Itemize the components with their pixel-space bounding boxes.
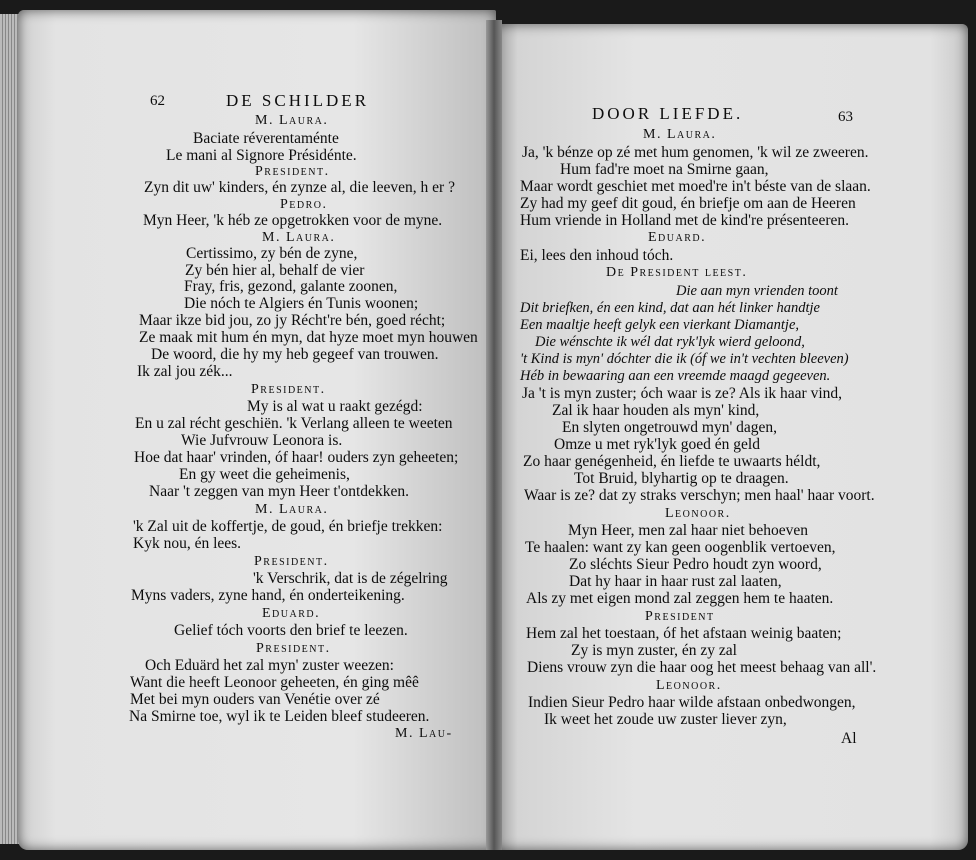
- text-line: Ik zal jou zék...: [137, 363, 233, 380]
- text-line: Gelief tóch voorts den brief te leezen.: [174, 622, 408, 639]
- text-line: Maar wordt geschiet met moed're in't béste van de slaan.: [520, 178, 871, 195]
- text-line: Tot Bruid, blyhartig op te draagen.: [574, 470, 789, 487]
- text-line: En u zal récht geschiën. 'k Verlang alleen te weeten: [135, 415, 453, 432]
- text-line: Zal ik haar houden als myn' kind,: [552, 402, 760, 419]
- speaker-label: De President leest.: [606, 265, 748, 280]
- text-line: Waar is ze? dat zy straks verschyn; men haal' haar voort.: [524, 487, 875, 504]
- right-page-number: 63: [838, 109, 853, 125]
- letter-line: Een maaltje heeft gelyk een vierkant Diamantje,: [520, 317, 800, 333]
- letter-line: Dit briefken, én een kind, dat aan hét linker handtje: [520, 300, 820, 316]
- text-line: En slyten ongetrouwd myn' dagen,: [562, 419, 778, 436]
- speaker-label: Leonoor.: [665, 506, 731, 521]
- text-line: De woord, die hy my heb gegeef van trouwen.: [151, 346, 439, 363]
- text-line: Hum fad're moet na Smirne gaan,: [560, 161, 769, 178]
- text-line: Hum vriende in Holland met de kind're présenteeren.: [520, 212, 850, 229]
- text-line: 'k Zal uit de koffertje, de goud, én briefje trekken:: [133, 518, 443, 535]
- text-line: Certissimo, zy bén de zyne,: [186, 245, 358, 262]
- text-line: En gy weet die geheimenis,: [179, 466, 350, 483]
- text-line: Och Eduärd het zal myn' zuster weezen:: [145, 657, 394, 674]
- speaker-label: M. Laura.: [255, 502, 329, 517]
- text-line: Zyn dit uw' kinders, én zynze al, die leeven, h er ?: [144, 179, 455, 196]
- text-line: My is al wat u raakt gezégd:: [247, 398, 423, 415]
- text-line: Ik weet het zoude uw zuster liever zyn,: [544, 711, 787, 728]
- text-line: Hem zal het toestaan, óf het afstaan weinig baaten;: [526, 625, 842, 642]
- left-page-number: 62: [150, 93, 165, 109]
- letter-line: Héb in bewaaring aan een vreemde maagd gegeeven.: [520, 368, 831, 384]
- text-line: Want die heeft Leonoor geheeten, én ging mêê: [130, 674, 419, 691]
- text-line: Myns vaders, zyne hand, én onderteikening.: [131, 587, 405, 604]
- text-line: Ze maak mit hum én myn, dat hyze moet myn houwen: [139, 329, 478, 346]
- speaker-label: M. Laura.: [262, 230, 336, 245]
- text-line: Hoe dat haar' vrinden, óf haar! ouders zyn geheeten;: [134, 449, 459, 466]
- catchword: M. Lau-: [395, 726, 453, 741]
- text-line: Zy had my geef dit goud, én briefje om aan de Heeren: [520, 195, 856, 212]
- text-line: Dat hy haar in haar rust zal laaten,: [569, 573, 782, 590]
- text-line: Zo haar genégenheid, én liefde te uwaarts héldt,: [523, 453, 821, 470]
- text-line: Na Smirne toe, wyl ik te Leiden bleef studeeren.: [129, 708, 430, 725]
- speaker-label: President.: [251, 382, 326, 397]
- speaker-label: Eduard.: [262, 606, 321, 621]
- text-line: Maar ikze bid jou, zo jy Récht're bén, goed récht;: [139, 312, 446, 329]
- text-line: Zy is myn zuster, én zy zal: [571, 642, 737, 659]
- text-line: Te haalen: want zy kan geen oogenblik vertoeven,: [525, 539, 836, 556]
- catchword: Al: [841, 730, 857, 747]
- speaker-label: M. Laura.: [255, 113, 329, 128]
- speaker-label: Leonoor.: [656, 678, 722, 693]
- text-line: Le mani al Signore Présidénte.: [166, 147, 357, 164]
- speaker-label: President: [645, 609, 715, 624]
- speaker-label: M. Laura.: [643, 127, 717, 142]
- text-line: Ja 't is myn zuster; óch waar is ze? Als ik haar vind,: [522, 385, 843, 402]
- letter-line: Die wénschte ik wél dat ryk'lyk wierd geloond,: [535, 334, 805, 350]
- text-line: Myn Heer, 'k héb ze opgetrokken voor de myne.: [143, 212, 443, 229]
- text-line: 'k Verschrik, dat is de zégelring: [253, 570, 448, 587]
- text-line: Myn Heer, men zal haar niet behoeven: [568, 522, 808, 539]
- speaker-label: President.: [255, 164, 330, 179]
- speaker-label: Pedro.: [280, 197, 328, 212]
- text-line: Diens vrouw zyn die haar oog het meest behaag van all'.: [527, 659, 877, 676]
- text-line: Omze u met ryk'lyk goed én geld: [554, 436, 760, 453]
- book-gutter: [486, 20, 502, 850]
- text-line: Kyk nou, én lees.: [133, 535, 242, 552]
- text-line: Fray, fris, gezond, galante zoonen,: [184, 278, 398, 295]
- letter-line: Die aan myn vrienden toont: [676, 283, 838, 299]
- left-running-head: DE SCHILDER: [226, 91, 370, 110]
- text-line: Indien Sieur Pedro haar wilde afstaan onbedwongen,: [528, 694, 856, 711]
- text-line: Die nóch te Algiers én Tunis woonen;: [184, 295, 419, 312]
- text-line: Naar 't zeggen van myn Heer t'ontdekken.: [149, 483, 409, 500]
- letter-line: 't Kind is myn' dóchter die ik (óf we in't vechten bleeven): [520, 351, 849, 367]
- text-line: Als zy met eigen mond zal zeggen hem te haaten.: [526, 590, 834, 607]
- text-line: Wie Jufvrouw Leonora is.: [181, 432, 343, 449]
- text-line: Ei, lees den inhoud tóch.: [520, 247, 674, 264]
- text-line: Zy bén hier al, behalf de vier: [185, 262, 365, 279]
- speaker-label: Eduard.: [648, 230, 707, 245]
- text-line: Ja, 'k bénze op zé met hum genomen, 'k wil ze zweeren.: [522, 144, 869, 161]
- text-line: Baciate réverentaménte: [193, 130, 339, 147]
- right-running-head: DOOR LIEFDE.: [592, 104, 744, 123]
- speaker-label: President.: [254, 554, 329, 569]
- text-line: Zo sléchts Sieur Pedro houdt zyn woord,: [569, 556, 822, 573]
- text-line: Met bei myn ouders van Venétie over zé: [130, 691, 380, 708]
- speaker-label: President.: [256, 641, 331, 656]
